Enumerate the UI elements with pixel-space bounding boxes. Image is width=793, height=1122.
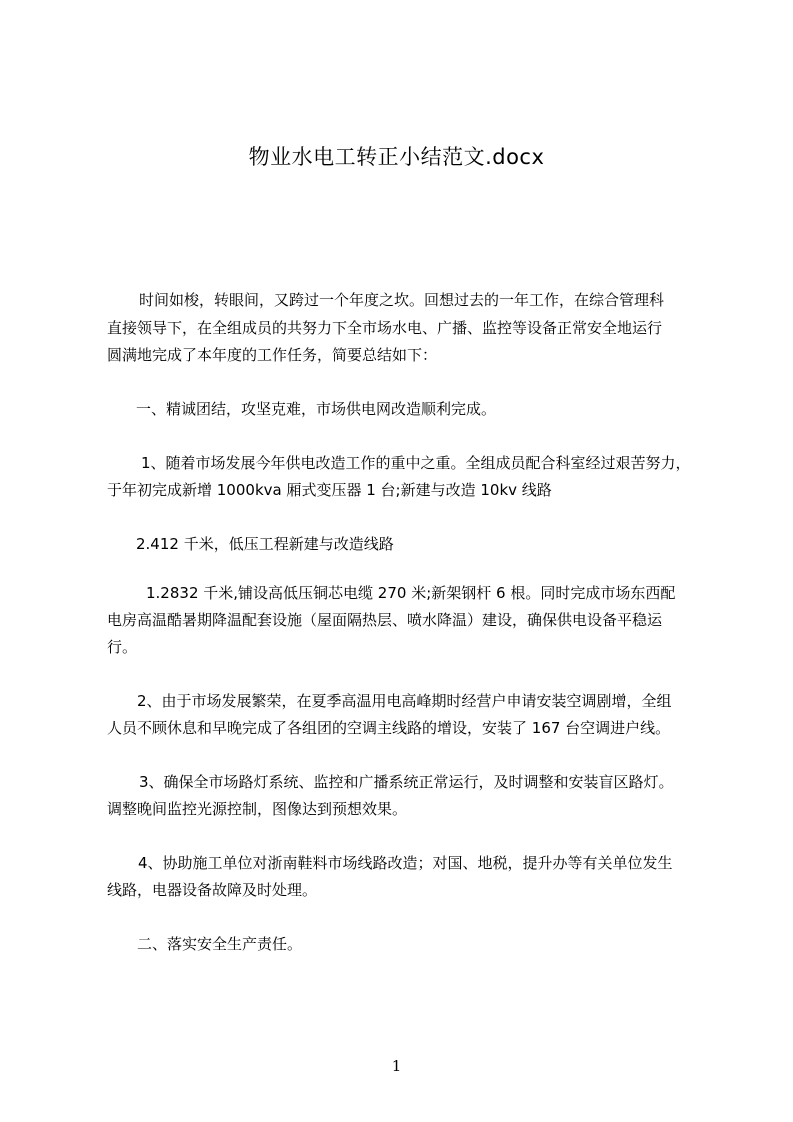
paragraph-line: 电房高温酷暑期降温配套设施（屋面隔热层、喷水降温）建设，确保供电设备平稳运 <box>107 611 663 629</box>
paragraph-line: 1.2832 千米,铺设高低压铜芯电缆 270 米;新架钢杆 6 根。同时完成市场东西配 <box>146 584 676 602</box>
paragraph-line: 行。 <box>107 638 138 656</box>
document-title: 物业水电工转正小结范文.docx <box>248 145 545 169</box>
page-number: 1 <box>391 1057 402 1075</box>
section-heading: 二、落实安全生产责任。 <box>137 935 303 953</box>
paragraph-line: 调整晚间监控光源控制，图像达到预想效果。 <box>107 800 408 818</box>
paragraph-line: 线路，电器设备故障及时处理。 <box>107 881 318 899</box>
paragraph-line: 2.412 千米，低压工程新建与改造线路 <box>136 535 394 553</box>
paragraph-line: 人员不顾休息和早晚完成了各组团的空调主线路的增设，安装了 167 台空调进户线。 <box>107 719 671 737</box>
paragraph-line: 于年初完成新增 1000kva 厢式变压器 1 台;新建与改造 10kv 线路 <box>107 481 552 499</box>
paragraph-line: 圆满地完成了本年度的工作任务，简要总结如下： <box>107 346 438 364</box>
paragraph-line: 2、由于市场发展繁荣，在夏季高温用电高峰期时经营户申请安装空调剧增，全组 <box>137 692 672 710</box>
section-heading: 一、精诚团结，攻坚克难，市场供电网改造顺利完成。 <box>136 400 497 418</box>
paragraph-line: 时间如梭，转眼间，又跨过一个年度之坎。回想过去的一年工作，在综合管理科 <box>139 291 665 309</box>
paragraph-line: 1、随着市场发展今年供电改造工作的重中之重。全组成员配合科室经过艰苦努力， <box>141 454 691 472</box>
paragraph-line: 直接领导下，在全组成员的共努力下全市场水电、广播、监控等设备正常安全地运行 <box>107 319 663 337</box>
paragraph-line: 4、协助施工单位对浙南鞋料市场线路改造；对国、地税，提升办等有关单位发生 <box>138 854 673 872</box>
paragraph-line: 3、确保全市场路灯系统、监控和广播系统正常运行，及时调整和安装盲区路灯。 <box>139 773 674 791</box>
